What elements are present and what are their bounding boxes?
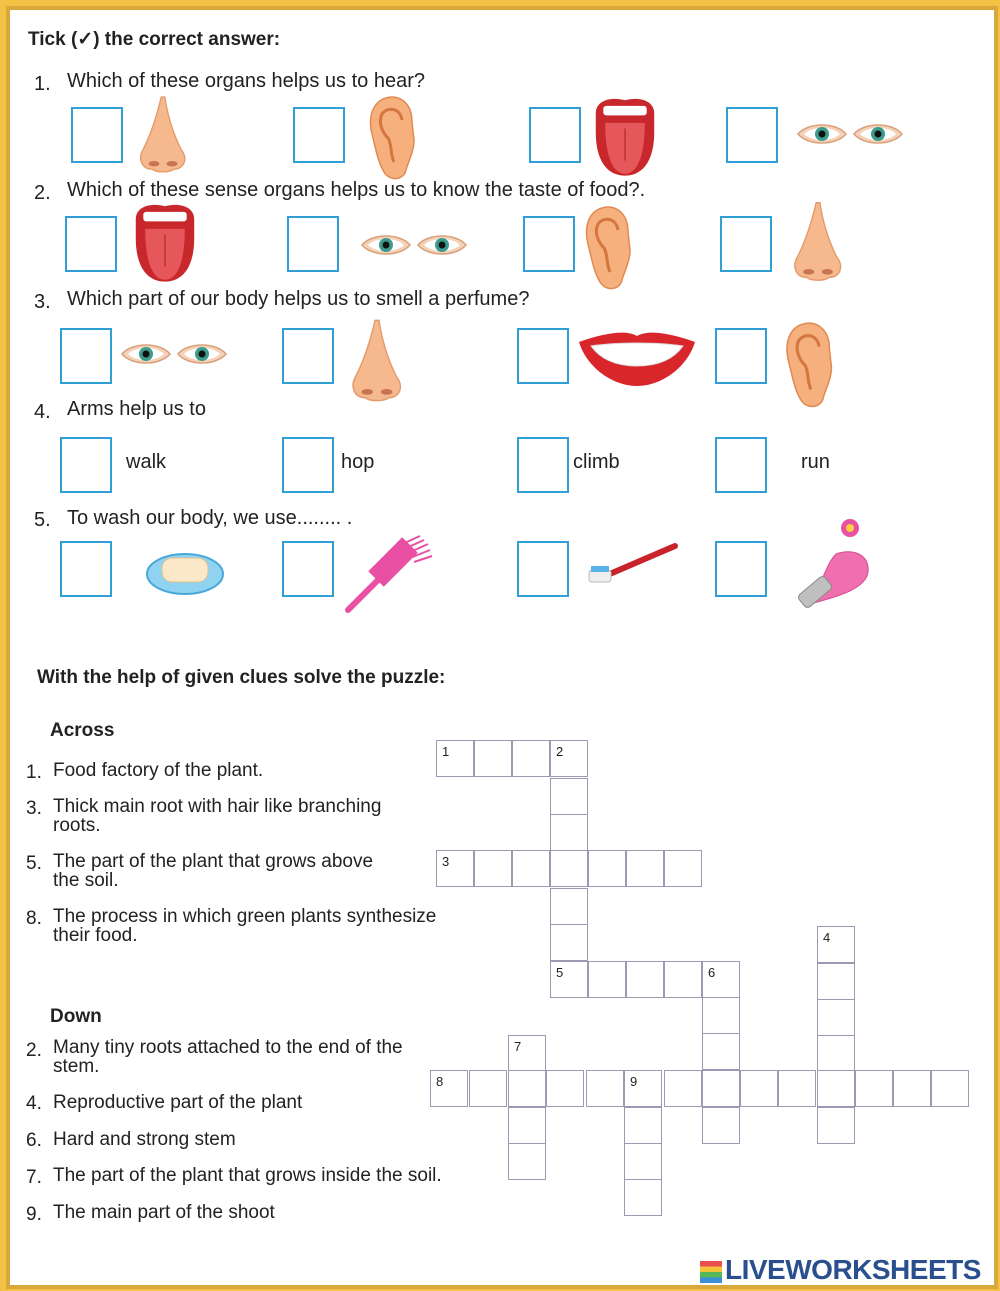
crossword-cell[interactable] bbox=[702, 1033, 740, 1070]
eyes-icon bbox=[360, 231, 468, 264]
tick-title: Tick (✓) the correct answer: bbox=[28, 29, 281, 50]
across-clue-3-text: Thick main root with hair like branching bbox=[53, 796, 382, 817]
across-clue-3-number: 3. bbox=[26, 798, 42, 819]
across-clue-5-text: The part of the plant that grows above bbox=[53, 851, 374, 872]
q4-option4-label: run bbox=[801, 451, 830, 473]
q3-option3-checkbox[interactable] bbox=[517, 328, 569, 384]
crossword-cell[interactable] bbox=[778, 1070, 816, 1107]
q4-option1-checkbox[interactable] bbox=[60, 437, 112, 493]
across-clue-3-text-line2: roots. bbox=[53, 815, 101, 836]
crossword-cell[interactable] bbox=[474, 740, 512, 777]
down-clue-2-text: Many tiny roots attached to the end of the bbox=[53, 1037, 403, 1058]
q1-option4-checkbox[interactable] bbox=[726, 107, 778, 163]
liveworksheets-logo bbox=[700, 1254, 981, 1286]
across-clue-1-number: 1. bbox=[26, 762, 42, 783]
down-clue-4-number: 4. bbox=[26, 1093, 42, 1114]
q5-option4-checkbox[interactable] bbox=[715, 541, 767, 597]
crossword-cell[interactable] bbox=[436, 850, 474, 887]
crossword-cell[interactable] bbox=[588, 961, 626, 998]
across-clue-5-text-line2: the soil. bbox=[53, 870, 119, 891]
q5-option3-checkbox[interactable] bbox=[517, 541, 569, 597]
nose-icon bbox=[790, 198, 846, 284]
crossword-cell[interactable] bbox=[624, 1179, 662, 1216]
q5-text: To wash our body, we use........ . bbox=[67, 507, 353, 529]
ear-icon bbox=[780, 318, 842, 410]
crossword-cell[interactable] bbox=[931, 1070, 969, 1107]
mouth-icon bbox=[132, 200, 198, 286]
logo-icon bbox=[700, 1261, 722, 1283]
q3-option4-checkbox[interactable] bbox=[715, 328, 767, 384]
crossword-cell[interactable] bbox=[508, 1070, 546, 1107]
down-clue-2-text-line2: stem. bbox=[53, 1056, 100, 1077]
crossword-cell[interactable] bbox=[430, 1070, 468, 1107]
q2-option1-checkbox[interactable] bbox=[65, 216, 117, 272]
down-clue-6-text: Hard and strong stem bbox=[53, 1129, 236, 1150]
crossword-clue-number: 2 bbox=[556, 744, 564, 759]
crossword-cell[interactable] bbox=[550, 814, 588, 851]
lips-icon bbox=[576, 328, 698, 388]
crossword-cell[interactable] bbox=[624, 1070, 662, 1107]
down-clue-9-text: The main part of the shoot bbox=[53, 1202, 275, 1223]
nose-icon bbox=[136, 92, 190, 176]
q2-option2-checkbox[interactable] bbox=[287, 216, 339, 272]
crossword-cell[interactable] bbox=[626, 961, 664, 998]
crossword-clue-number: 6 bbox=[708, 965, 716, 980]
mouth-icon bbox=[592, 94, 658, 180]
crossword-cell[interactable] bbox=[624, 1143, 662, 1180]
crossword-cell[interactable] bbox=[512, 740, 550, 777]
crossword-cell[interactable] bbox=[702, 1107, 740, 1144]
crossword-cell[interactable] bbox=[588, 850, 626, 887]
logo-text: LIVEWORKSHEETS bbox=[725, 1254, 981, 1285]
q2-text: Which of these sense organs helps us to know the taste of food?. bbox=[67, 179, 646, 201]
nose-icon bbox=[348, 316, 406, 404]
q4-option2-label: hop bbox=[341, 451, 375, 473]
down-clue-2-number: 2. bbox=[26, 1040, 42, 1061]
q1-option1-checkbox[interactable] bbox=[71, 107, 123, 163]
crossword-clue-number: 8 bbox=[436, 1074, 444, 1089]
crossword-cell[interactable] bbox=[817, 1107, 855, 1144]
crossword-cell[interactable] bbox=[702, 1070, 740, 1107]
crossword-cell[interactable] bbox=[817, 999, 855, 1036]
crossword-cell[interactable] bbox=[550, 961, 588, 998]
crossword-cell[interactable] bbox=[469, 1070, 507, 1107]
across-clue-8-text: The process in which green plants synthesize bbox=[53, 906, 437, 927]
down-clue-4-text: Reproductive part of the plant bbox=[53, 1092, 303, 1113]
down-clue-7-text: The part of the plant that grows inside the soil. bbox=[53, 1165, 442, 1186]
q4-option3-checkbox[interactable] bbox=[517, 437, 569, 493]
across-clue-8-number: 8. bbox=[26, 908, 42, 929]
ear-icon bbox=[580, 202, 640, 292]
crossword-clue-number: 7 bbox=[514, 1039, 522, 1054]
q1-text: Which of these organs helps us to hear? bbox=[67, 70, 425, 92]
crossword-cell[interactable] bbox=[624, 1107, 662, 1144]
toothbrush-icon bbox=[585, 540, 679, 590]
q2-number: 2. bbox=[34, 182, 51, 204]
crossword-cell[interactable] bbox=[740, 1070, 778, 1107]
q5-option1-checkbox[interactable] bbox=[60, 541, 112, 597]
crossword-clue-number: 1 bbox=[442, 744, 450, 759]
comb-icon bbox=[342, 530, 434, 616]
q1-option3-checkbox[interactable] bbox=[529, 107, 581, 163]
crossword-cell[interactable] bbox=[436, 740, 474, 777]
crossword-cell[interactable] bbox=[474, 850, 512, 887]
crossword-cell[interactable] bbox=[893, 1070, 931, 1107]
q5-option2-checkbox[interactable] bbox=[282, 541, 334, 597]
nail-clipper-icon bbox=[792, 514, 876, 614]
across-clue-8-text-line2: their food. bbox=[53, 925, 138, 946]
across-heading: Across bbox=[50, 720, 115, 741]
soap-icon bbox=[144, 542, 226, 598]
down-clue-9-number: 9. bbox=[26, 1204, 42, 1225]
crossword-clue-number: 9 bbox=[630, 1074, 638, 1089]
puzzle-title: With the help of given clues solve the puzzle: bbox=[37, 667, 446, 688]
q3-number: 3. bbox=[34, 291, 51, 313]
q1-number: 1. bbox=[34, 73, 51, 95]
crossword-cell[interactable] bbox=[550, 778, 588, 815]
crossword-cell[interactable] bbox=[817, 1035, 855, 1072]
q3-text: Which part of our body helps us to smell a perfume? bbox=[67, 288, 530, 310]
crossword-cell[interactable] bbox=[546, 1070, 584, 1107]
crossword-cell[interactable] bbox=[664, 1070, 702, 1107]
crossword-cell[interactable] bbox=[550, 850, 588, 887]
q4-text: Arms help us to bbox=[67, 398, 206, 420]
q1-option2-checkbox[interactable] bbox=[293, 107, 345, 163]
crossword-cell[interactable] bbox=[508, 1107, 546, 1144]
eyes-icon bbox=[120, 340, 228, 373]
down-clue-7-number: 7. bbox=[26, 1167, 42, 1188]
q5-number: 5. bbox=[34, 509, 51, 531]
crossword-cell[interactable] bbox=[855, 1070, 893, 1107]
crossword-cell[interactable] bbox=[702, 997, 740, 1034]
crossword-cell[interactable] bbox=[550, 740, 588, 777]
down-heading: Down bbox=[50, 1006, 102, 1027]
q2-option3-checkbox[interactable] bbox=[523, 216, 575, 272]
q4-option2-checkbox[interactable] bbox=[282, 437, 334, 493]
crossword-clue-number: 4 bbox=[823, 930, 831, 945]
crossword-cell[interactable] bbox=[817, 963, 855, 1000]
crossword-cell[interactable] bbox=[512, 850, 550, 887]
down-clue-6-number: 6. bbox=[26, 1130, 42, 1151]
crossword-cell[interactable] bbox=[550, 888, 588, 925]
q4-number: 4. bbox=[34, 401, 51, 423]
q4-option4-checkbox[interactable] bbox=[715, 437, 767, 493]
ear-icon bbox=[364, 92, 424, 182]
crossword-clue-number: 5 bbox=[556, 965, 564, 980]
crossword-cell[interactable] bbox=[817, 926, 855, 963]
q4-option3-label: climb bbox=[573, 451, 620, 473]
crossword-cell[interactable] bbox=[626, 850, 664, 887]
crossword-cell[interactable] bbox=[817, 1070, 855, 1107]
q2-option4-checkbox[interactable] bbox=[720, 216, 772, 272]
crossword-cell[interactable] bbox=[664, 850, 702, 887]
crossword-cell[interactable] bbox=[702, 961, 740, 998]
crossword-cell[interactable] bbox=[508, 1143, 546, 1180]
eyes-icon bbox=[796, 120, 904, 153]
crossword-cell[interactable] bbox=[586, 1070, 624, 1107]
across-clue-1-text: Food factory of the plant. bbox=[53, 760, 264, 781]
q4-option1-label: walk bbox=[126, 451, 167, 473]
q3-option2-checkbox[interactable] bbox=[282, 328, 334, 384]
crossword-cell[interactable] bbox=[508, 1035, 546, 1072]
across-clue-5-number: 5. bbox=[26, 853, 42, 874]
crossword-clue-number: 3 bbox=[442, 854, 450, 869]
crossword-cell[interactable] bbox=[664, 961, 702, 998]
crossword-cell[interactable] bbox=[550, 924, 588, 961]
q3-option1-checkbox[interactable] bbox=[60, 328, 112, 384]
